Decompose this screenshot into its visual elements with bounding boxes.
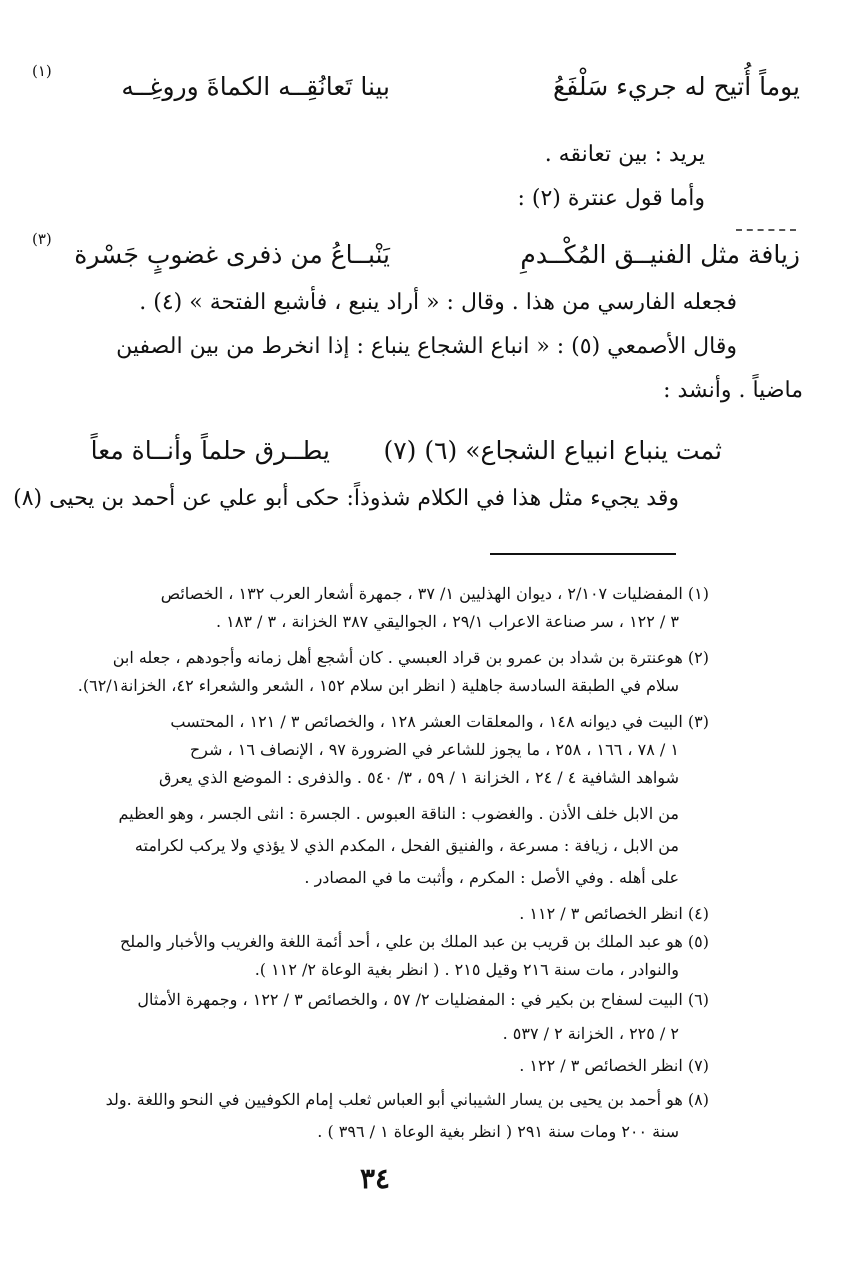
verse-2	[32, 230, 800, 286]
verse-1-hemistich-1: يوماً أُتيح له جريء سَلْفَعُ	[552, 72, 800, 101]
verse-1-footnote-ref: (١)	[32, 62, 52, 80]
verse-1-hemistich-2: بينا تَعانُقِــه الكماةَ وروغِــه	[121, 72, 390, 101]
footnote-line-8: من الابل خلف الأذن . والغضوب : الناقة العبوس . الجسرة : انثى الجسر ، وهو العظيم	[118, 804, 679, 823]
footnote-line-1: (١) المفضليات ٢/١٠٧ ، ديوان الهذليين ١/ ٣٧ ، جمهرة أشعار العرب ١٣٢ ، الخصائص	[160, 584, 709, 603]
footnote-line-12: (٥) هو عبد الملك بن قريب بن عبد الملك بن علي ، أحد أئمة اللغة والغريب والأخبار والملح	[119, 932, 709, 951]
footnote-line-4: سلام في الطبقة السادسة جاهلية ( انظر ابن سلام ١٥٢ ، الشعر والشعراء ٤٢، الخزانة٦٢/١).	[77, 676, 679, 695]
footnote-line-13: والنوادر ، مات سنة ٢١٦ وقيل ٢١٥ . ( انظر بغية الوعاة ٢/ ١١٢ ).	[254, 960, 679, 979]
footnote-line-10: على أهله . وفي الأصل : المكرم ، وأثبت ما في المصادر .	[304, 868, 679, 887]
verse-3	[40, 436, 800, 482]
footnote-line-17: (٨) هو أحمد بن يحيى بن يسار الشيباني أبو العباس ثعلب إمام الكوفيين في النحو واللغة .ولد	[105, 1090, 709, 1109]
body-line-1: يريد : بين تعانقه .	[544, 142, 705, 167]
body-line-4: وقال الأصمعي (٥) : « انباع الشجاع ينباع : إذا انخرط من بين الصفين	[116, 334, 737, 359]
verse-2-hemistich-2: يَنْبــاعُ من ذفرى غضوبٍ جَسْرة	[74, 240, 390, 269]
verse-3-hemistich-1: ثمت ينباع انبياع الشجاع» (٦) (٧)	[383, 436, 722, 465]
footnote-line-3: (٢) هوعنترة بن شداد بن عمرو بن قراد العبسي . كان أشجع أهل زمانه وأجودهم ، جعله ابن	[112, 648, 709, 667]
footnote-separator	[490, 553, 676, 555]
footnote-line-7: شواهد الشافية ٤ / ٢٤ ، الخزانة ١ / ٥٩ ، ٣/ ٥٤٠ . والذفرى : الموضع الذي يعرق	[159, 768, 679, 787]
verse-1	[32, 62, 800, 118]
verse-2-footnote-ref: (٣)	[32, 230, 52, 248]
footnote-line-14: (٦) البيت لسفاح بن بكير في : المفضليات ٢/ ٥٧ ، والخصائص ٣ / ١٢٢ ، وجمهرة الأمثال	[137, 990, 709, 1009]
footnote-line-9: من الابل ، زيافة : مسرعة ، والفنيق الفحل ، المكدم الذي لا يؤذي ولا يركب لكرامته	[134, 836, 679, 855]
footnote-line-18: سنة ٢٠٠ ومات سنة ٢٩١ ( انظر بغية الوعاة ١ / ٣٩٦ ) .	[317, 1122, 679, 1141]
body-line-5: ماضياً . وأنشد :	[663, 378, 803, 403]
body-line-2: وأما قول عنترة (٢) :	[517, 186, 705, 211]
footnote-line-16: (٧) انظر الخصائص ٣ / ١٢٢ .	[519, 1056, 709, 1075]
verse-2-hemistich-1: زيافة مثل الفنيــق المُكْــدمِ	[520, 240, 800, 269]
page-number: ٣٤	[359, 1162, 391, 1195]
footnote-line-5: (٣) البيت في ديوانه ١٤٨ ، والمعلقات العشر ١٢٨ ، والخصائص ٣ / ١٢١ ، المحتسب	[170, 712, 709, 731]
body-line-6: وقد يجيء مثل هذا في الكلام شذوذاً: حكى أبو علي عن أحمد بن يحيى (٨)	[13, 486, 679, 511]
verse-3-hemistich-2: يطــرق حلماً وأنــاة معاً	[90, 436, 330, 465]
footnote-line-2: ٣ / ١٢٢ ، سر صناعة الاعراب ٢٩/١ ، الجواليقي ٣٨٧ الخزانة ، ٣ / ١٨٣ .	[216, 612, 679, 631]
footnote-line-6: ١ / ٧٨ ، ١٦٦ ، ٢٥٨ ، ما يجوز للشاعر في الضرورة ٩٧ ، الإنصاف ١٦ ، شرح	[189, 740, 679, 759]
margin-mark	[736, 229, 796, 231]
footnote-line-11: (٤) انظر الخصائص ٣ / ١١٢ .	[519, 904, 709, 923]
body-line-3: فجعله الفارسي من هذا . وقال : « أراد ينبع ، فأشبع الفتحة » (٤) .	[139, 290, 737, 315]
footnote-line-15: ٢ / ٢٢٥ ، الخزانة ٢ / ٥٣٧ .	[502, 1024, 679, 1043]
